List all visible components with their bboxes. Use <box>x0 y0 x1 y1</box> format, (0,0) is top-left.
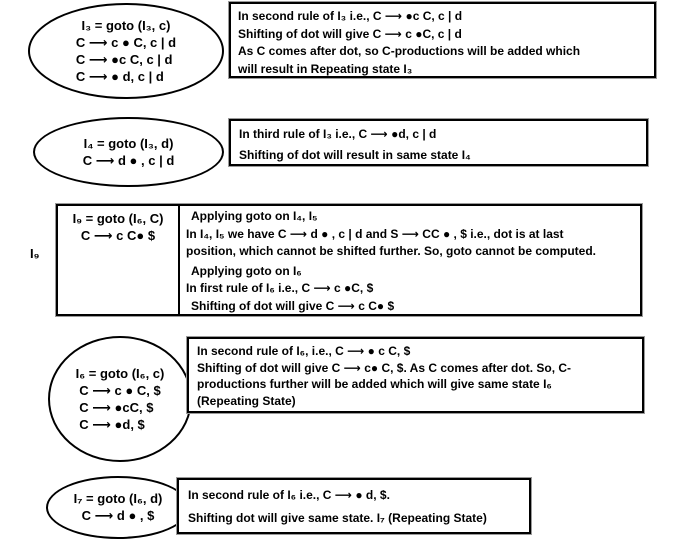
note-line: (Repeating State) <box>197 393 296 408</box>
note-line: Shifting dot will give same state. I₇ (Repeating State) <box>188 511 487 525</box>
state-ellipse-i3 <box>28 3 224 99</box>
note-line: In second rule of I₆ i.e., C ⟶ ● d, $. <box>188 488 390 502</box>
note-line: In second rule of I₆, i.e., C ⟶ ● c C, $ <box>197 344 411 358</box>
note-box-i4 <box>229 119 648 166</box>
state-title: I₉ = goto (I₆, C) <box>72 211 164 226</box>
production-rule: C ⟶ ●cC, $ <box>79 399 154 415</box>
state-ellipse-i7 <box>46 476 190 539</box>
note-line: Shifting of dot will give C ⟶ c● C, $. As C comes after dot. So, C- <box>197 360 572 375</box>
note-line: As C comes after dot, so C-productions will be added which <box>238 44 581 58</box>
production-rule: C ⟶ ●d, $ <box>79 416 145 432</box>
state-title: I₆ = goto (I₆, c) <box>75 365 165 381</box>
note-line: Shifting of dot will result in same state I₄ <box>239 148 471 162</box>
state-rules <box>81 227 155 244</box>
note-line: In third rule of I₃ i.e., C ⟶ ●d, c | d <box>239 127 437 141</box>
state-rules <box>79 382 160 433</box>
note-line: In second rule of I₃ i.e., C ⟶ ●c C, c | d <box>238 9 463 23</box>
note-line: will result in Repeating state I₃ <box>238 61 413 76</box>
note-line: In I₄, I₅ we have C ⟶ d ● , c | d and S ⟶ CC ● , $ i.e., dot is at last <box>186 226 564 241</box>
production-rule: C ⟶ c ● C, c | d <box>75 34 177 50</box>
state-cell-i9 <box>58 206 180 314</box>
state-rules <box>76 34 176 85</box>
note-box-i6 <box>187 337 644 413</box>
note-box-i3 <box>229 2 656 78</box>
goto-box-i9 <box>56 204 642 316</box>
note-line: Shifting of dot will give C ⟶ c C● $ <box>191 298 395 313</box>
note-line: Applying goto on I₄, I₅ <box>191 209 318 223</box>
note-line: Shifting of dot will give C ⟶ c ●C, c | d <box>238 26 462 41</box>
note-line: position, which cannot be shifted further. So, goto cannot be computed. <box>186 244 597 258</box>
state-title: I₄ = goto (I₃, d) <box>83 135 174 151</box>
production-rule: C ⟶ c C● $ <box>80 228 156 243</box>
production-rule: C ⟶ d ● , $ <box>81 508 155 523</box>
state-title: I₇ = goto (I₆, d) <box>73 491 163 506</box>
note-line: Applying goto on I₆ <box>191 263 302 278</box>
outer-state-label-i9: I₉ <box>30 246 40 261</box>
note-line: productions further will be added which will give same state I₆ <box>197 377 552 391</box>
state-rules <box>83 152 175 169</box>
state-title: I₃ = goto (I₃, c) <box>81 17 171 33</box>
production-rule: C ⟶ c ● C, $ <box>79 382 161 398</box>
note-line: In first rule of I₆ i.e., C ⟶ c ●C, $ <box>186 281 374 295</box>
note-cell-i9 <box>180 206 640 314</box>
state-ellipse-i4 <box>33 117 224 187</box>
production-rule: C ⟶ ● d, c | d <box>75 68 164 84</box>
state-ellipse-i6 <box>48 336 192 462</box>
note-box-i7 <box>177 478 531 534</box>
state-rules <box>82 507 155 524</box>
production-rule: C ⟶ ●c C, c | d <box>75 51 173 67</box>
production-rule: C ⟶ d ● , c | d <box>82 152 175 168</box>
